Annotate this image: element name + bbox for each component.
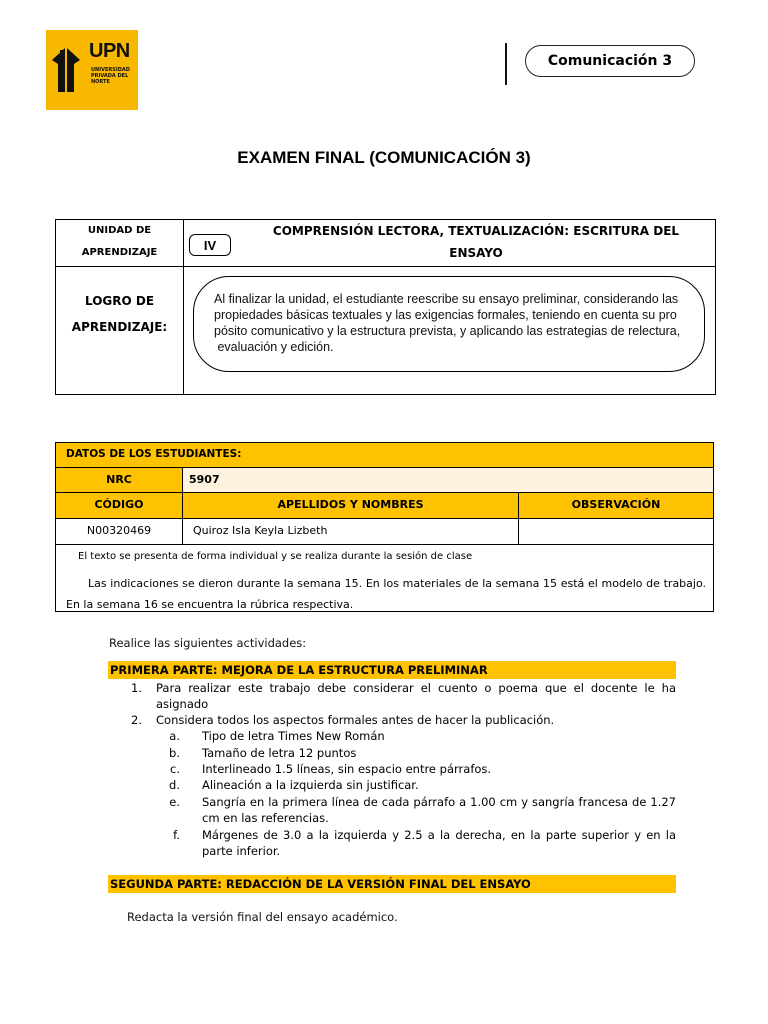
notes-area [56,545,713,611]
upn-logo [46,30,138,110]
unit-number-badge: IV [189,234,231,256]
sub-list-letter: b. [169,746,180,760]
note-text: Las indicaciones se dieron durante la semana 15. En los materiales de la semana 15 está el modelo de trabajo. En la semana 16 se encuentra la rúbrica respectiva. [66,577,706,611]
unit-label-line: UNIDAD DE [87,225,152,236]
course-badge: Comunicación 3 [525,45,695,77]
page-title: EXAMEN FINAL (COMUNICACIÓN 3) [237,148,531,167]
column-header-names: APELLIDOS Y NOMBRES [183,493,519,518]
logro-text-line: Al finalizar la unidad, el estudiante reescribe su ensayo preliminar, considerando las [214,292,679,306]
list-item [110,680,676,714]
instructions-intro: Realice las siguientes actividades: [109,636,307,650]
unit-title-line: COMPRENSIÓN LECTORA, TEXTUALIZACIÓN: ESCRITURA DEL [272,224,680,238]
sub-list-item [160,745,676,761]
sub-list-text: Sangría en la primera línea de cada párrafo a 1.00 cm y sangría francesa de 1.27 cm en las referencias. [202,795,676,825]
logro-label-line: LOGRO DE [84,294,155,308]
closing-instruction: Redacta la versión final del ensayo académico. [127,910,398,924]
sub-list-letter: f. [173,828,180,842]
logro-text-line: propiedades básicas textuales y las exigencias formales, teniendo en cuenta su pro [214,308,677,322]
student-name: Quiroz Isla Keyla Lizbeth [183,519,519,544]
logro-text-line: pósito comunicativo y la estructura prevista, y aplicando las estrategias de relectura, [214,324,681,338]
sub-list-item [160,827,676,859]
table-row [56,519,713,545]
sub-list-item [160,794,676,826]
sub-list-text: Tamaño de letra 12 puntos [202,746,357,760]
logro-label-line: APRENDIZAJE: [71,320,168,334]
note-item [66,573,706,615]
logo-brand-text: UPN [89,40,130,62]
column-header-observation: OBSERVACIÓN [571,498,661,511]
list-text: Para realizar este trabajo debe considerar el cuento o poema que el docente le ha asignado [156,681,676,711]
note-text: El texto se presenta de forma individual y se realiza durante la sesión de clase [78,551,473,562]
column-header-code: CÓDIGO [56,493,183,518]
sub-list-text: Tipo de letra Times New Román [202,729,385,743]
sub-list-text: Interlineado 1.5 líneas, sin espacio entre párrafos. [202,762,492,776]
sub-list-text: Alineación a la izquierda sin justificar. [202,778,419,792]
logro-text-line: evaluación y edición. [214,340,334,354]
nrc-label: NRC [56,468,183,492]
logro-text-box [193,276,705,372]
unit-label [56,220,183,266]
sub-list-item [160,728,676,744]
sub-list-letter: a. [169,729,180,743]
students-table-header: DATOS DE LOS ESTUDIANTES: [56,443,713,468]
logo-subtitle: UNIVERSIDAD PRIVADA DEL NORTE [91,67,130,85]
sub-list-letter: d. [169,778,180,792]
students-table [55,442,714,612]
header-divider [505,43,507,85]
unit-label-line: APRENDIZAJE [81,247,158,258]
table-divider [56,266,715,267]
list-number: 2. [131,713,142,727]
unit-table [55,219,716,395]
sub-list-letter: c. [170,762,180,776]
student-observation [519,519,713,544]
column-headers [56,493,713,519]
student-code: N00320469 [56,519,183,544]
nrc-row [56,468,713,493]
note-item [66,551,472,562]
list-text: Considera todos los aspectos formales antes de hacer la publicación. [156,713,555,727]
sub-list-item [160,777,676,793]
list-number: 1. [131,681,142,695]
sub-list-item [160,761,676,777]
logro-label [56,288,183,340]
sub-list-text: Márgenes de 3.0 a la izquierda y 2.5 a la derecha, en la parte superior y en la parte inferior. [202,828,676,858]
section-heading-part2: SEGUNDA PARTE: REDACCIÓN DE LA VERSIÓN FINAL DEL ENSAYO [108,875,676,893]
table-divider [183,220,184,394]
section-heading-part1: PRIMERA PARTE: MEJORA DE LA ESTRUCTURA PRELIMINAR [108,661,676,679]
unit-title-line: ENSAYO [449,246,503,260]
unit-title [241,220,711,264]
nrc-value: 5907 [183,468,713,492]
sub-list-letter: e. [169,795,180,809]
